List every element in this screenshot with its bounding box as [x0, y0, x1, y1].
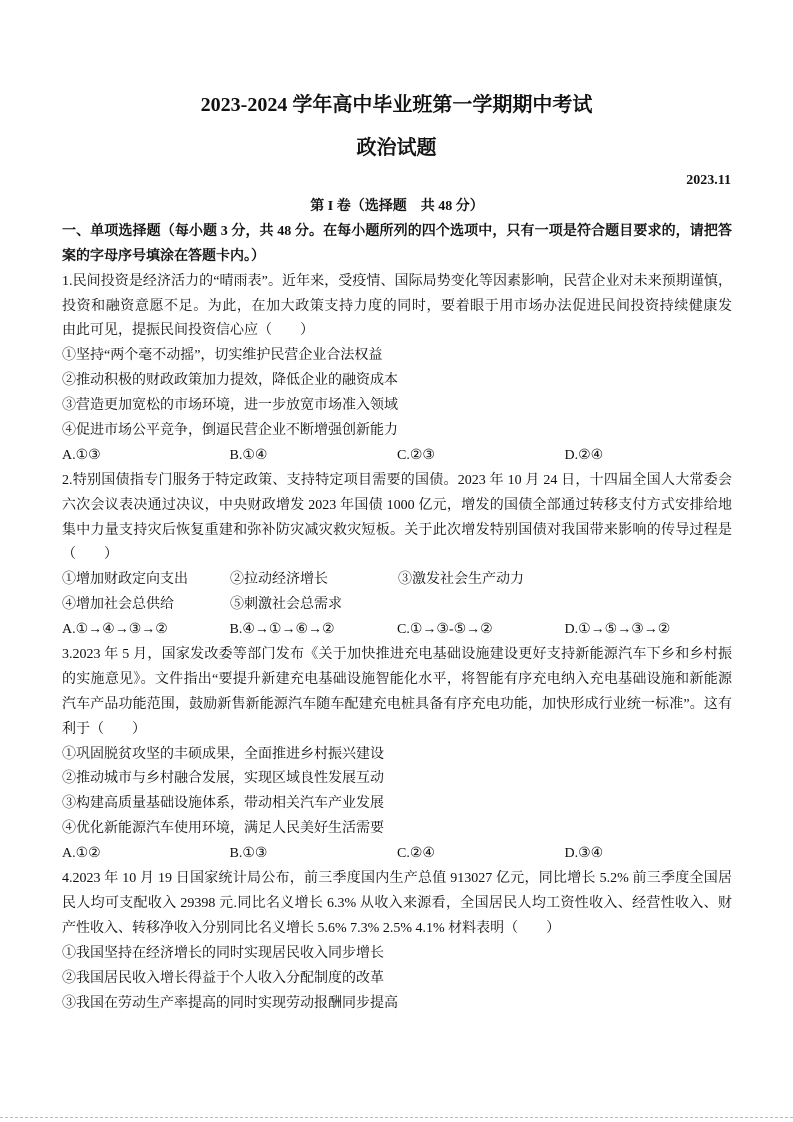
page-bottom-rule	[0, 1117, 793, 1118]
instructions-line: 一、单项选择题（每小题 3 分，共 48 分。在每小题所列的四个选项中，只有一项是符合题目要求的，请把答	[62, 223, 732, 239]
statement-item: ④促进市场公平竞争，倒逼民营企业不断增强创新能力	[62, 423, 398, 439]
question-4	[62, 867, 732, 1016]
question-stem-line: 利于（ ）	[62, 721, 146, 737]
option-d: D.②④	[564, 447, 604, 463]
section-heading: 第 I 卷（选择题 共 48 分）	[310, 199, 484, 214]
option-b: B.④→①→⑥→②	[229, 622, 335, 638]
question-stem-line: 集中力量支持灾后恢复重建和弥补防灾减灾救灾短板。关于此次增发特别国债对我国带来影响的传导过程是	[62, 522, 732, 538]
statement-item: ③构建高质量基础设施体系，带动相关汽车产业发展	[62, 796, 384, 812]
answer-options	[62, 444, 732, 469]
statement-item: ⑤刺激社会总需求	[230, 597, 342, 613]
option-a: A.①→④→③→②	[62, 622, 168, 638]
statement-item: ②拉动经济增长	[230, 572, 328, 588]
question-stem-line: 民人均可支配收入 29398 元.同比名义增长 6.3% 从收入来源看，全国居民人均工资性收入、经营性收入、财	[62, 895, 732, 911]
question-3	[62, 643, 732, 867]
question-1	[62, 270, 732, 469]
option-b: B.①③	[229, 846, 268, 862]
question-stem-line: （ ）	[62, 547, 118, 563]
statement-item: ④增加社会总供给	[62, 597, 174, 613]
statement-item: ④优化新能源汽车使用环境，满足人民美好生活需要	[62, 821, 384, 837]
statement-item: ③我国在劳动生产率提高的同时实现劳动报酬同步提高	[62, 995, 398, 1011]
option-c: C.②③	[397, 447, 435, 463]
statement-item: ①坚持“两个毫不动摇”，切实维护民营企业合法权益	[62, 348, 383, 364]
option-d: D.③④	[564, 846, 604, 862]
exam-title: 2023-2024 学年高中毕业班第一学期期中考试	[200, 94, 593, 116]
statement-row	[62, 593, 732, 618]
question-stem-line: 产性收入、转移净收入分别同比名义增长 5.6% 7.3% 2.5% 4.1% 材料表明（ ）	[62, 920, 561, 936]
option-a: A.①③	[62, 447, 101, 463]
exam-date: 2023.11	[686, 173, 731, 188]
question-stem-line: 3.2023 年 5 月，国家发改委等部门发布《关于加快推进充电基础设施建设更好支持新能源汽车下乡和乡村振	[62, 647, 732, 663]
answer-options	[62, 618, 732, 643]
statement-item: ①巩固脱贫攻坚的丰硕成果，全面推进乡村振兴建设	[62, 746, 384, 762]
question-stem-line: 1.民间投资是经济活力的“晴雨表”。近年来，受疫情、国际局势变化等因素影响，民营企业对未来预期谨慎，	[62, 273, 732, 289]
option-c: C.①→③-⑤→②	[397, 622, 493, 638]
question-stem-line: 由此可见，提振民间投资信心应（ ）	[62, 323, 314, 339]
statement-item: ②推动积极的财政政策加力提效，降低企业的融资成本	[62, 373, 398, 389]
question-stem-line: 4.2023 年 10 月 19 日国家统计局公布，前三季度国内生产总值 913027 亿元，同比增长 5.2% 前三季度全国居	[62, 871, 732, 887]
option-d: D.①→⑤→③→②	[564, 622, 671, 638]
statement-row	[62, 568, 732, 593]
option-c: C.②④	[397, 846, 435, 862]
question-stem-line: 六次会议表决通过决议，中央财政增发 2023 年国债 1000 亿元，增发的国债全部通过转移支付方式安排给地	[62, 497, 732, 513]
question-2	[62, 469, 732, 643]
statement-item: ①增加财政定向支出	[62, 572, 188, 588]
statement-item: ①我国坚持在经济增长的同时实现居民收入同步增长	[62, 945, 384, 961]
exam-content	[62, 195, 732, 1016]
option-a: A.①②	[62, 846, 101, 862]
instructions-line: 案的字母序号填涂在答题卡内。）	[62, 248, 265, 264]
statement-item: ②推动城市与乡村融合发展，实现区域良性发展互动	[62, 771, 384, 787]
statement-item: ③营造更加宽松的市场环境，进一步放宽市场准入领域	[62, 398, 398, 414]
question-stem-line: 投资和融资意愿不足。为此，在加大政策支持力度的同时，要着眼于用市场办法促进民间投资持续健康发	[62, 298, 732, 314]
subject-title: 政治试题	[356, 137, 437, 159]
answer-options	[62, 842, 732, 867]
statement-item: ②我国居民收入增长得益于个人收入分配制度的改革	[62, 970, 384, 986]
question-stem-line: 2.特别国债指专门服务于特定政策、支持特定项目需要的国债。2023 年 10 月 24 日，十四届全国人大常委会	[62, 472, 732, 488]
option-b: B.①④	[229, 447, 268, 463]
question-stem-line: 汽车产品功能范围，鼓励新售新能源汽车随车配建充电桩具备有序充电功能，加快形成行业统一标准”。这有	[62, 696, 732, 712]
question-stem-line: 的实施意见》。文件指出“要提升新建充电基础设施智能化水平，将智能有序充电纳入充电基础设施和新能源	[62, 671, 732, 687]
statement-item: ③激发社会生产动力	[398, 572, 524, 588]
